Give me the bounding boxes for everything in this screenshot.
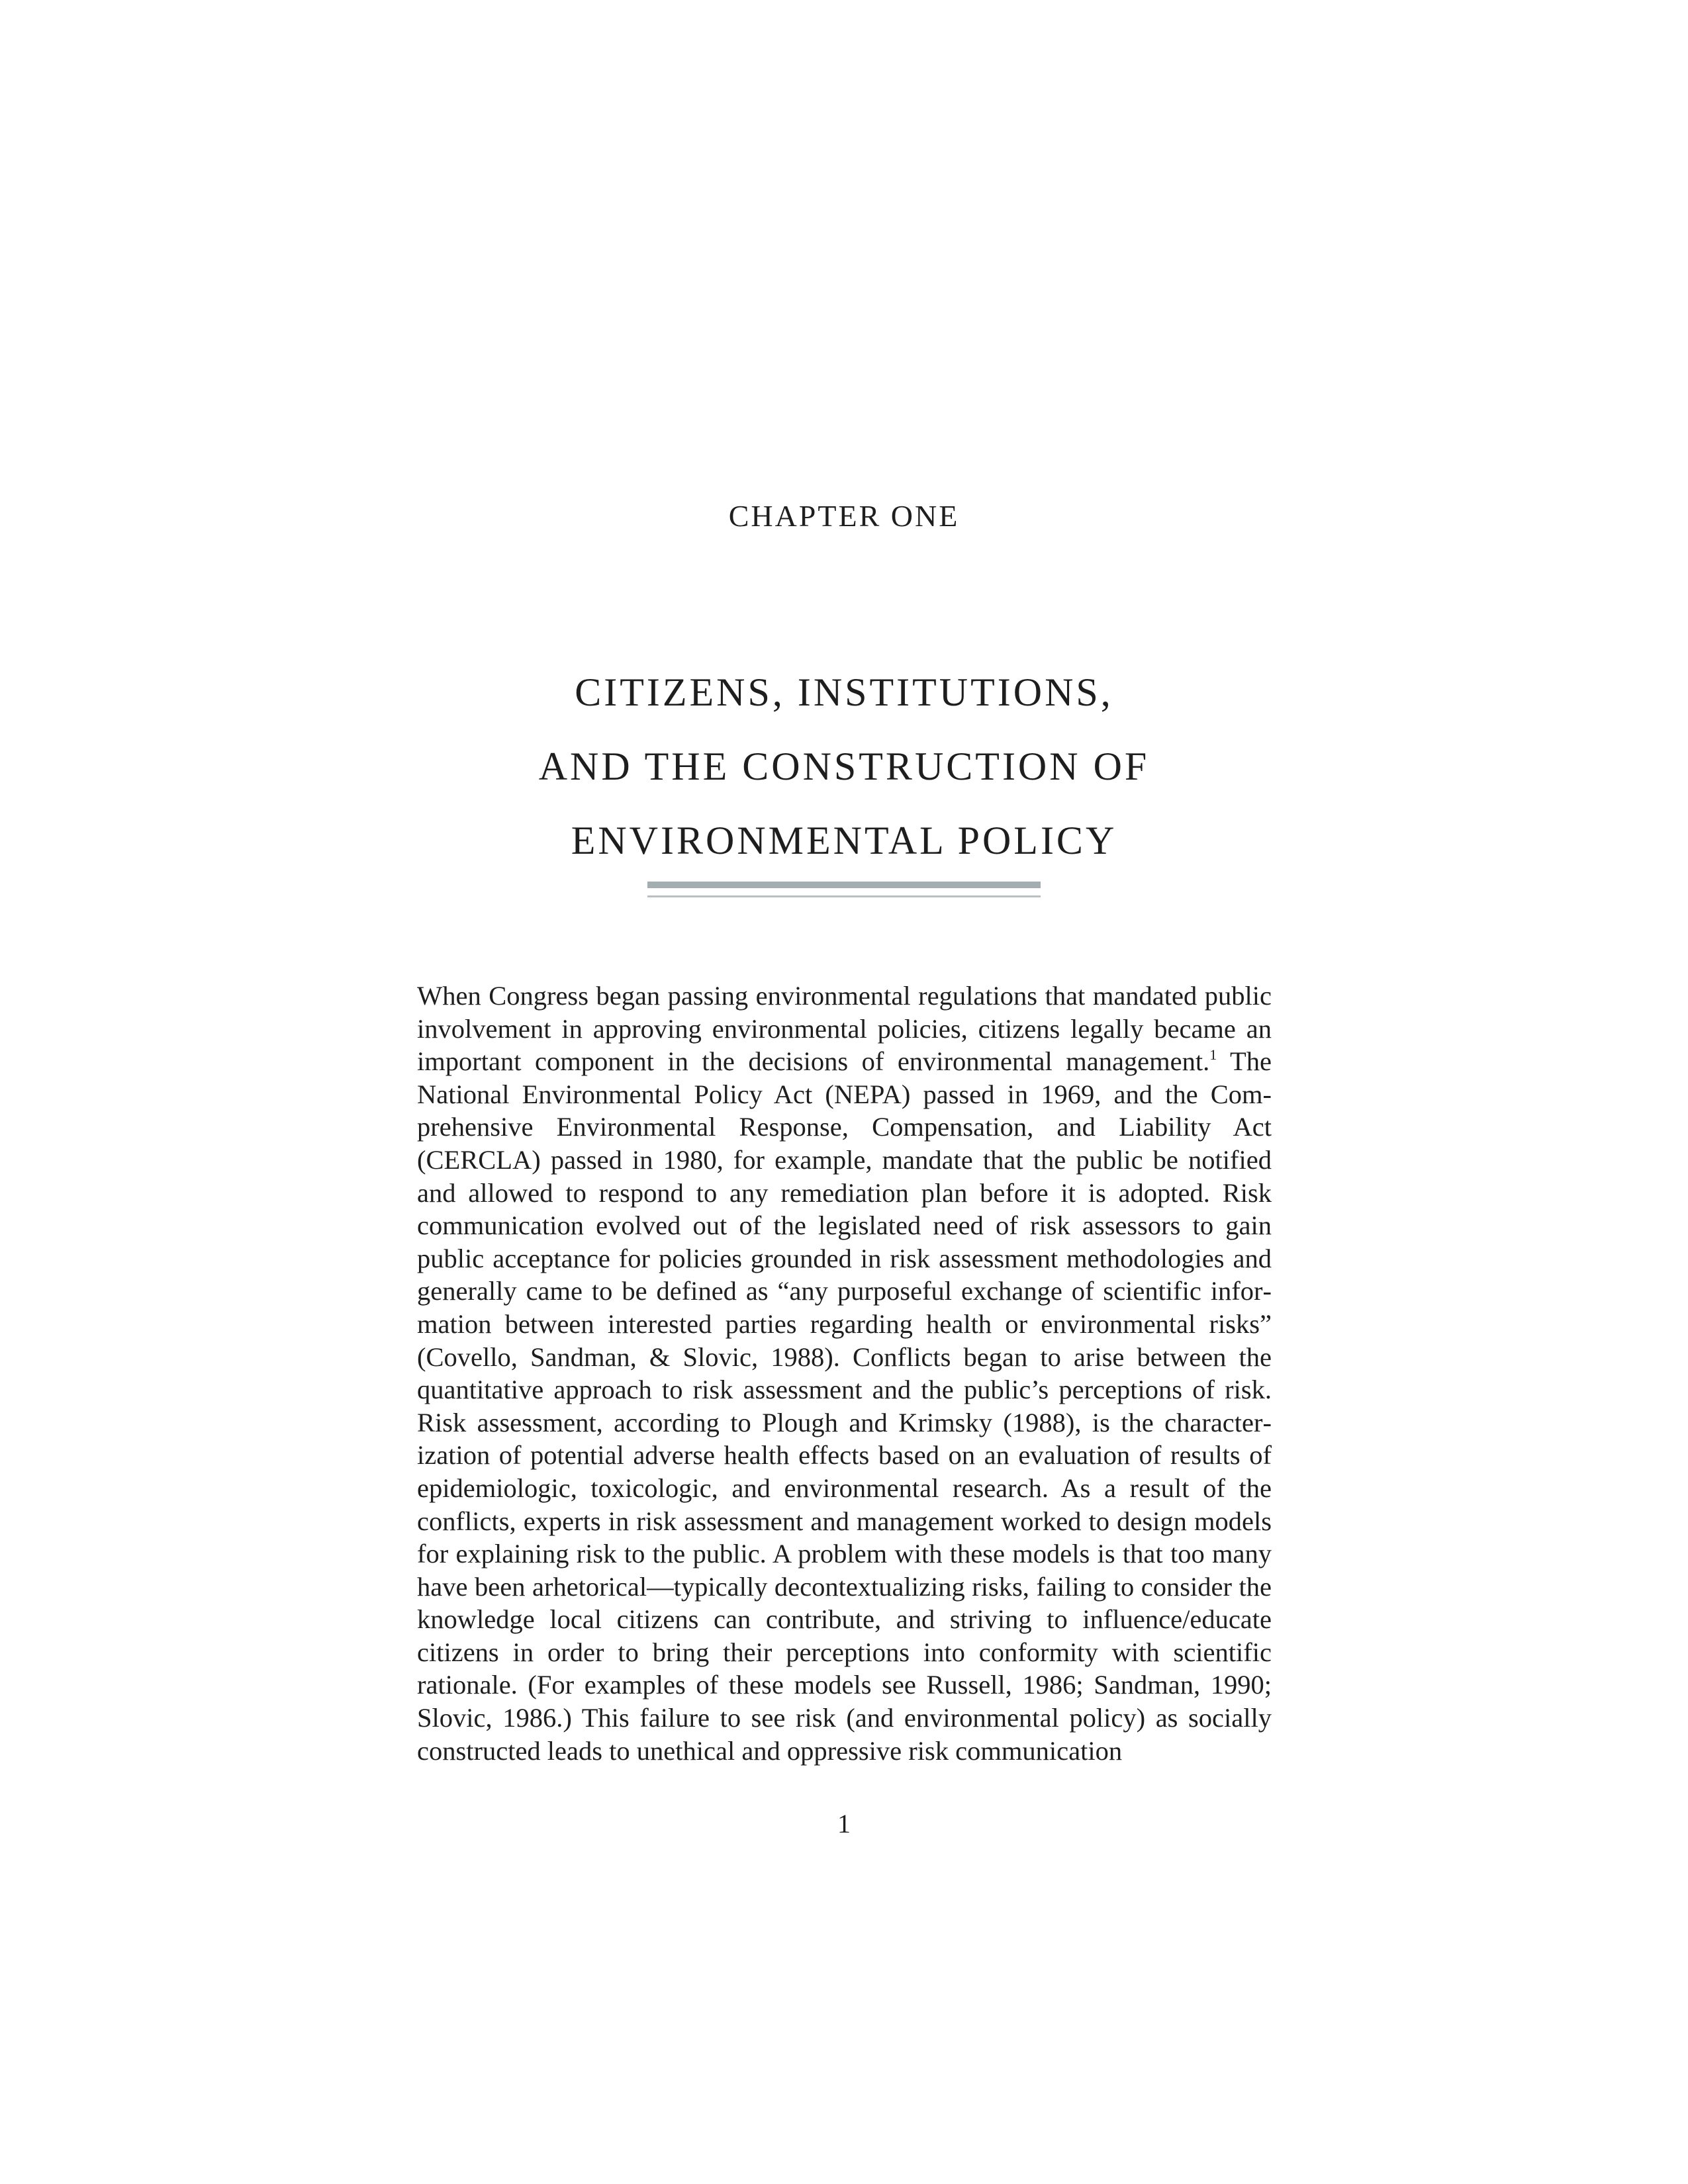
- ornament-thin-bar: [647, 895, 1041, 897]
- body-text-part-1: When Congress began passing environmental regulations that mandated public involvement in approving environmental policies, citizens legally became an important component in the decisions of environmental management.: [417, 981, 1272, 1077]
- ornament-thick-bar: [647, 882, 1041, 888]
- body-text-part-2: The National Environmental Policy Act (NEPA) passed in 1969, and the Comprehensive Environmental Response, Compensation, and Liability Act (CERCLA) passed in 1980, for example, mandate that the public be notified and allowed to respond to any remediation plan before it is adopted. Risk communication evolved out of the legislated need of risk assessors to gain public acceptance for policies grounded in risk assessment methodologies and generally came to be defined as “any purposeful exchange of scientific information between interested parties regarding health or environmental risks” (Covello, Sandman, & Slovic, 1988). Conflicts began to arise between the quantitative approach to risk assessment and the public’s perceptions of risk. Risk assessment, according to Plough and Krimsky (1988), is the characterization of potential adverse health effects based on an evaluation of results of epidemiologic, toxicologic, and environmental research. As a result of the conflicts, experts in risk assessment and management worked to design models for explaining risk to the public. A problem with these models is that too many have been arhetorical—typically decontextualizing risks, failing to consider the knowledge local citizens can contribute, and striving to influence/​educate citizens in order to bring their perceptions into conformity with scientific rationale. (For examples of these models see Russell, 1986; Sandman, 1990; Slovic, 1986.) This failure to see risk (and environmental policy) as socially constructed leads to unethical and oppressive risk communication: [417, 1046, 1272, 1766]
- chapter-label: CHAPTER ONE: [728, 499, 960, 533]
- chapter-title-line: AND THE CONSTRUCTION OF: [538, 745, 1150, 788]
- body-paragraph: [417, 979, 1272, 1767]
- chapter-title-line: ENVIRONMENTAL POLICY: [571, 819, 1117, 862]
- page-number: 1: [837, 1809, 851, 1839]
- chapter-title-line: CITIZENS, INSTITUTIONS,: [575, 670, 1113, 714]
- title-ornament-rule: [647, 882, 1041, 901]
- chapter-title: [0, 655, 1688, 878]
- footnote-reference[interactable]: 1: [1209, 1046, 1217, 1064]
